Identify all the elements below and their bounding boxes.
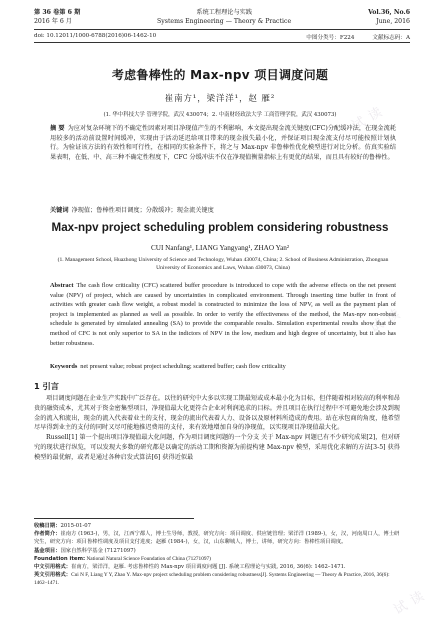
abstract-text: 为应对复杂环境下的不确定性因素对项目净现值产生的不利影响，本文提出现金流关键度(CFC)分配缓冲法，在现金流耗用较多的活动前设置时间缓冲，实现由于活动延迟给项目带来的现金损失最小化，并保证项目现金流支付尽可能按照计划执行。为验证该方法的有效性和可行性，在相同的实验条件下，将之与 Max-npv 非鲁棒性优化模型进行对比分析。仿真实验结果表明，在低、中、高三种不确定性程度下，CFC 分缓冲法不仅在净现值衡量指标上有更优的结果，而且具有较好的鲁棒性。 bbox=[50, 125, 396, 161]
footnote-text: Cui N F, Liang Y Y, Zhao Y. Max-npv project scheduling problem considering robustness[J]. Systems Engineering — Theory & Practice, 2016, 36(6): 1462–1471. bbox=[34, 572, 390, 587]
footnote-label: 中文引用格式： bbox=[34, 564, 72, 571]
keywords-label: 关键词 bbox=[50, 207, 69, 214]
affiliation-english: (1. Management School, Huazhong University of Science and Technology, Wuhan 430074, China; 2. School of Business Administration, Zhongnan University of Economics and Laws, Wuhan 430073, China) bbox=[57, 257, 389, 272]
footnote-author bbox=[34, 530, 400, 546]
date-en: June, 2016 bbox=[376, 18, 410, 25]
footnote-divider bbox=[34, 518, 194, 519]
footnote-label: 收稿日期： bbox=[34, 523, 61, 529]
keywords-text: net present value; robust project scheduling; scattered buffer; cash flow criticality bbox=[80, 363, 286, 370]
meta-divider bbox=[34, 42, 410, 43]
journal-name-cn: 系统工程理论与实践 bbox=[196, 9, 253, 16]
abstract-english bbox=[50, 281, 396, 348]
footnotes bbox=[34, 522, 400, 588]
section-heading: 1 引言 bbox=[34, 381, 59, 391]
volume-en: Vol.36, No.6 bbox=[368, 9, 410, 16]
footnote-received bbox=[34, 522, 400, 530]
footnote-fund-en bbox=[34, 555, 400, 563]
abstract-text: The cash flow criticality (CFC) scattered buffer procedure is introduced to cope with the adverse effects on the net present value (NPV) of project, which are caused by uncertainties in complicated environment. Through inserting time buffer in front of activities with greater cash flow weight, a robust model is constructed to minimize the loss of NPV, as well as the payment plan of project is implemented as planned as well as possible. In order to verify the effectiveness of the method, the Max-npv non-robust schedule is generated by simulated annealing (SA) to provide the comparable results. Simulation experimental results show that the method of CFC is not only superior to SA in the indictors of NPV in the low, medium and high degree of uncertainty, but it also has better robustness. bbox=[50, 282, 396, 347]
document-code: 文献标志码：A bbox=[372, 35, 410, 41]
footnote-text: 崔南方 (1963-)，男，汉，江西宁都人，博士生导师，教授，研究方向：项目调度、供应链管理；梁洋洋 (1989-)，女，汉，河南周口人，博士研究生，研究方向：项目鲁棒性调度及项目支付进度；赵雁 (1984-)，女，汉，山东聊城人，博士，讲师，研究方向：鲁棒性项目调度。 bbox=[34, 531, 400, 546]
abstract-label: 摘 要 bbox=[50, 125, 65, 132]
watermark: 试 读 bbox=[349, 104, 386, 135]
footnote-fund bbox=[34, 547, 400, 555]
header-divider bbox=[34, 29, 410, 30]
affiliation-chinese: (1. 华中科技大学 管理学院，武汉 430074；2. 中南财经政法大学 工商管理学院，武汉 430073) bbox=[103, 112, 337, 118]
journal-name-en: Systems Engineering — Theory & Practice bbox=[157, 18, 292, 25]
keywords-chinese bbox=[50, 206, 396, 215]
footnote-label: 基金项目： bbox=[34, 547, 61, 554]
footnote-cite-en bbox=[34, 571, 400, 587]
footnote-text: 崔南方，梁洋洋，赵雁. 考虑鲁棒性的 Max-npv 项目调度问题 [J]. 系统工程理论与实践, 2016, 36(6): 1462–1471. bbox=[71, 564, 346, 571]
watermark: 试 读 bbox=[367, 306, 404, 337]
running-header bbox=[34, 8, 410, 26]
authors-english: CUI Nanfang¹, LIANG Yangyang¹, ZHAO Yan² bbox=[150, 244, 290, 252]
introduction-body bbox=[34, 394, 400, 463]
authors-chinese: 崔南方¹，梁洋洋¹，赵 雁² bbox=[164, 93, 276, 103]
footnote-label: Foundation item: bbox=[34, 555, 86, 562]
footnote-text: National Natural Science Foundation of China (71271097) bbox=[86, 555, 211, 562]
footnote-label: 英文引用格式： bbox=[34, 572, 72, 579]
volume-cn: 第 36 卷第 6 期 bbox=[34, 9, 81, 16]
keywords-label: Keywords bbox=[50, 363, 78, 370]
footnote-label: 作者简介： bbox=[34, 531, 61, 538]
footnote-text: 国家自然科学基金 (71271097) bbox=[60, 547, 136, 554]
abstract-label: Abstract bbox=[50, 282, 74, 289]
title-chinese: 考虑鲁棒性的 Max-npv 项目调度问题 bbox=[111, 68, 329, 82]
abstract-chinese bbox=[50, 124, 396, 162]
watermark: 试 读 bbox=[391, 588, 428, 619]
paragraph: Russell[1] 第一个提出项目净现值最大化问题，作为项目调度问题的一个分支 关于 Max-npv 问题已有不少研究成果[2]，但对研究的现状进行纵览，可以发现大多数的研究都是以确定的活动工期和资源为前提构建 Max-npv 模型，采用优化求解的方法[3-5] 获得模型的最优解，或者是通过各种启发式算法[6] 获得近似最 bbox=[34, 434, 400, 461]
date-cn: 2016 年 6 月 bbox=[34, 18, 72, 25]
keywords-english bbox=[50, 362, 396, 371]
footnote-text: 2015-01-07 bbox=[60, 523, 92, 529]
keywords-text: 净现值；鲁棒性项目调度；分散缓冲；现金流关键度 bbox=[71, 207, 214, 214]
title-english: Max-npv project scheduling problem considering robustness bbox=[51, 221, 389, 234]
article-meta bbox=[34, 33, 410, 41]
doi: doi: 10.12011/1000-6788(2016)06-1462-10 bbox=[34, 33, 157, 39]
paragraph: 项目调度问题在企业生产实践中广泛存在。以往的研究中大多以实现工期最短或成本最小化为目标，但伴随着相对较高的利率和昂贵的融资成本，尤其对于资金密集型项目，净现值最大化更符合企业对利润追求的目标。并且项目在执行过程中不可避免地会涉及到现金的流入和流出，现金的流入代表着业主的支付，现金的流出代表着人力、设备以及原材料所造成的费用。站在承包商的角度，他希望尽早得到业主的支付的同时又尽可能地推迟费用的支付，来有效地增加自身的净现值，以实现项目净现值最大化。 bbox=[34, 395, 400, 432]
footnote-cite-cn bbox=[34, 563, 400, 571]
clc-number: 中图分类号：F224 bbox=[306, 35, 355, 41]
